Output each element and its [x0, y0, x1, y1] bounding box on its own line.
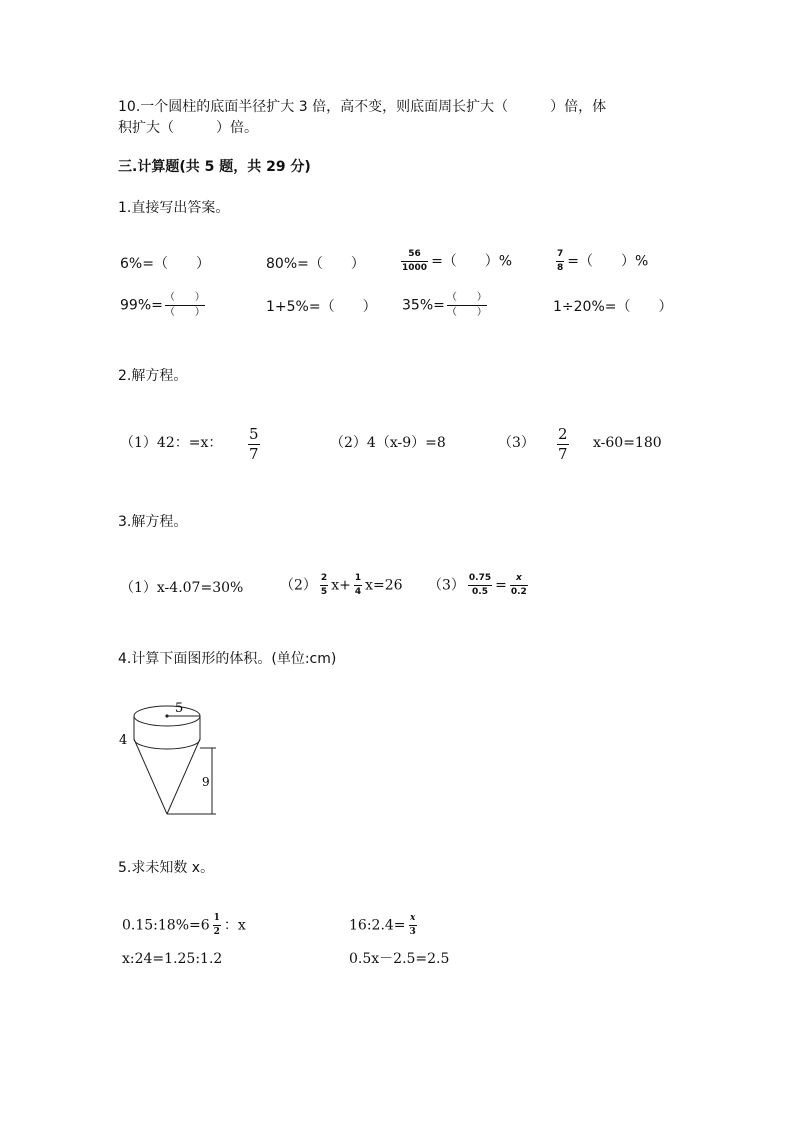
- cylinder-bottom-arc: [134, 739, 200, 749]
- fraction-1-4: $\frac{1}{4}$: [354, 573, 362, 597]
- p3-eq2: [280, 574, 403, 597]
- p1-item-5: [120, 293, 207, 318]
- p2-eq3-fraction: [554, 427, 572, 462]
- fraction-2-5: $\frac{2}{5}$: [320, 573, 328, 597]
- p3-eq2-tail: x=26: [365, 577, 403, 594]
- p3-eq3-lead: （3）: [428, 577, 465, 594]
- fraction-5-7: $\frac{5}{7}$: [249, 425, 259, 463]
- problem-2-title: 2.解方程。: [118, 368, 188, 384]
- section-title: 三.计算题(共 5 题，共 29 分): [118, 159, 311, 175]
- p5-eq1: [122, 914, 246, 937]
- p2-eq3-lead: （3）: [498, 435, 535, 451]
- p3-eq2-mid: x+: [331, 577, 351, 594]
- problem-5-title: 5.求未知数 x。: [118, 860, 215, 876]
- p5-eq3: x:24=1.25:1.2: [122, 951, 223, 967]
- fraction-2-7: $\frac{2}{7}$: [558, 425, 568, 463]
- p2-eq1-lead: （1）42：=x：: [120, 435, 223, 451]
- p3-eq3: [428, 574, 531, 597]
- cone-right-side: [167, 739, 200, 814]
- equals-sign: =: [495, 577, 507, 594]
- cone-left-side: [134, 739, 167, 814]
- p1-item-6: 1+5%=（ ）: [266, 299, 377, 315]
- p5-eq2-lead: 16:2.4=: [349, 917, 406, 934]
- p5-eq1-lead: 0.15:18%=6: [122, 917, 210, 934]
- p1-item-7-lead: 35%=: [402, 297, 445, 314]
- p1-item-3-tail: =（ ）%: [431, 253, 513, 270]
- cylinder-height-label: 4: [119, 733, 128, 748]
- cylinder-cone-figure: [112, 698, 232, 820]
- q10-line2: 积扩大（ ）倍。: [118, 120, 258, 136]
- p1-item-3: [398, 250, 512, 273]
- problem-4-title: 4.计算下面图形的体积。(单位:cm): [118, 651, 337, 667]
- problem-1-title: 1.直接写出答案。: [118, 200, 230, 216]
- fraction-56-1000: $\frac{56}{1000}$: [402, 249, 428, 273]
- p1-item-8: 1÷20%=（ ）: [553, 299, 673, 315]
- p3-eq1: （1）x-4.07=30%: [120, 580, 244, 596]
- p3-eq2-lead: （2）: [280, 577, 317, 594]
- p2-eq3-tail: x-60=180: [593, 435, 662, 451]
- fraction-x-3: $\frac{x}{3}$: [409, 913, 416, 937]
- p2-eq2: （2）4（x-9）=8: [330, 435, 446, 451]
- q10-line1: 10.一个圆柱的底面半径扩大 3 倍，高不变，则底面周长扩大（ ）倍，体: [118, 99, 607, 115]
- fraction-x-02: $\frac{x}{0.2}$: [510, 573, 527, 597]
- p1-item-4: [553, 250, 648, 273]
- p5-eq1-tail: ：x: [223, 917, 246, 934]
- p1-item-1: 6%=（ ）: [120, 256, 210, 272]
- fraction-7-8: $\frac{7}{8}$: [557, 249, 564, 273]
- blank-fraction: （ ） （ ）: [164, 292, 205, 318]
- fraction-075-05: $\frac{0.75}{0.5}$: [468, 573, 492, 597]
- fraction-1-2: $\frac{1}{2}$: [213, 913, 220, 937]
- p5-eq2: [349, 914, 420, 937]
- cone-height-label: 9: [202, 775, 210, 789]
- p1-item-2: 80%=（ ）: [266, 256, 365, 272]
- p2-eq1-fraction: [245, 427, 263, 462]
- radius-label: 5: [175, 701, 184, 716]
- blank-fraction: （ ） （ ）: [446, 292, 487, 318]
- problem-3-title: 3.解方程。: [118, 514, 188, 530]
- p5-eq4: 0.5x－2.5=2.5: [349, 951, 450, 967]
- p1-item-5-lead: 99%=: [120, 297, 163, 314]
- p1-item-4-tail: =（ ）%: [567, 253, 649, 270]
- p1-item-7: [402, 293, 489, 318]
